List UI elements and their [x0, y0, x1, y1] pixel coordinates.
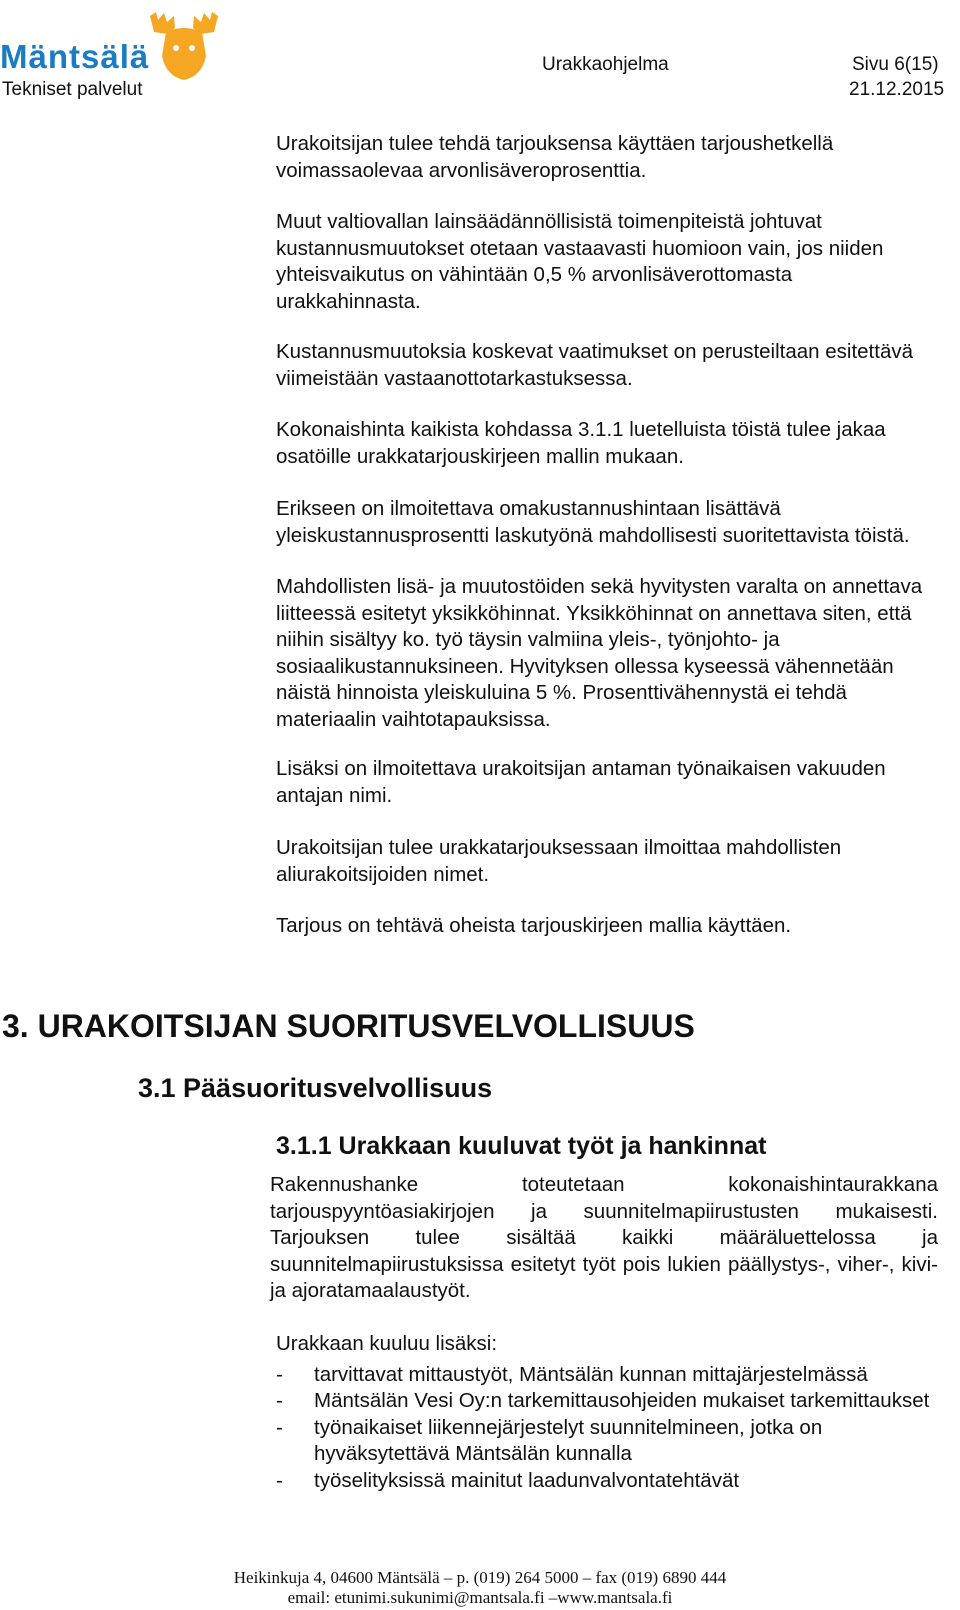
document-date: 21.12.2015 — [849, 79, 945, 100]
list-item: - Mäntsälän Vesi Oy:n tarkemittausohjeiden mukaiset tarkemittaukset — [276, 1388, 936, 1415]
department-name: Tekniset palvelut — [2, 79, 143, 100]
moose-logo-icon — [144, 10, 224, 82]
section-heading-3-1-1: 3.1.1 Urakkaan kuuluvat työt ja hankinnat — [276, 1132, 767, 1160]
paragraph-tender-form: Tarjous on tehtävä oheista tarjouskirjeen mallia käyttäen. — [276, 914, 792, 937]
paragraph-project-scope: Rakennushanke toteutetaan kokonaishintaurakkana tarjouspyyntöasiakirjojen ja suunnitelmapiirustusten mukaisesti. Tarjouksen tulee sisältää kaikki määräluettelossa ja suunnitelmapiirustuksissa esitetyt työt pois lukien päällystys-, viher-, kivi- ja ajoratamaalaustyöt. — [270, 1173, 938, 1302]
list-marker: - — [276, 1362, 283, 1386]
list-item: - tarvittavat mittaustyöt, Mäntsälän kunnan mittajärjestelmässä — [276, 1362, 936, 1389]
paragraph-total-price: Kokonaishinta kaikista kohdassa 3.1.1 luetelluista töistä tulee jakaa osatöille urakkatarjouskirjeen mallin mukaan. — [276, 418, 886, 468]
page-footer — [0, 1568, 960, 1608]
logo-wordmark: Mäntsälä — [0, 38, 150, 75]
scope-list — [276, 1331, 936, 1494]
page-number: Sivu 6(15) — [852, 54, 939, 75]
list-intro: Urakkaan kuuluu lisäksi: — [276, 1332, 498, 1355]
list-item: - työselityksissä mainitut laadunvalvontatehtävät — [276, 1468, 936, 1495]
paragraph-claims: Kustannusmuutoksia koskevat vaatimukset on perusteiltaan esitettävä viimeistään vastaanottotarkastuksessa. — [276, 340, 913, 390]
paragraph-overhead: Erikseen on ilmoitettava omakustannushintaan lisättävä yleiskustannusprosentti laskutyönä mahdollisesti suoritettavista töistä. — [276, 497, 910, 547]
paragraph-cost-changes: Muut valtiovallan lainsäädännöllisistä toimenpiteistä johtuvat kustannusmuutokset otetaan vastaavasti huomioon vain, jos niiden yhteisvaikutus on vähintään 0,5 % arvonlisäverottomasta urakkahinnasta. — [276, 210, 884, 313]
document-title: Urakkaohjelma — [542, 54, 669, 75]
paragraph-guarantee: Lisäksi on ilmoitettava urakoitsijan antaman työnaikaisen vakuuden antajan nimi. — [276, 757, 886, 807]
list-marker: - — [276, 1389, 283, 1412]
list-item: - työnaikaiset liikennejärjestelyt suunnitelmineen, jotka on hyväksytettävä Mäntsälän kunnalla — [276, 1415, 823, 1465]
list-marker: - — [276, 1415, 283, 1439]
paragraph-unit-prices: Mahdollisten lisä- ja muutostöiden sekä hyvitysten varalta on annettava liitteessä esitetyt yksikköhinnat. Yksikköhinnat on annettava siten, että niihin sisältyy ko. työ täysin valmiina yleis-, työnjohto- ja sosiaalikustannuksineen. Hyvityksen ollessa kyseessä vähennetään näistä hinnoista yleiskuluina 5 %. Prosenttivähennystä ei tehdä materiaalin vaihtotapauksissa. — [276, 575, 923, 731]
footer-contact: email: etunimi.sukunimi@mantsala.fi –www.mantsala.fi — [287, 1588, 673, 1607]
list-marker: - — [276, 1468, 283, 1492]
section-heading-3-1: 3.1 Pääsuoritusvelvollisuus — [138, 1073, 493, 1103]
section-heading-3: 3. URAKOITSIJAN SUORITUSVELVOLLISUUS — [2, 1008, 695, 1044]
paragraph-vat: Urakoitsijan tulee tehdä tarjouksensa käyttäen tarjoushetkellä voimassaolevaa arvonlisäveroprosenttia. — [276, 132, 834, 182]
paragraph-subcontractors: Urakoitsijan tulee urakkatarjouksessaan ilmoittaa mahdollisten aliurakoitsijoiden nimet. — [276, 836, 842, 886]
footer-address: Heikinkuja 4, 04600 Mäntsälä – p. (019) 264 5000 – fax (019) 6890 444 — [233, 1568, 727, 1587]
